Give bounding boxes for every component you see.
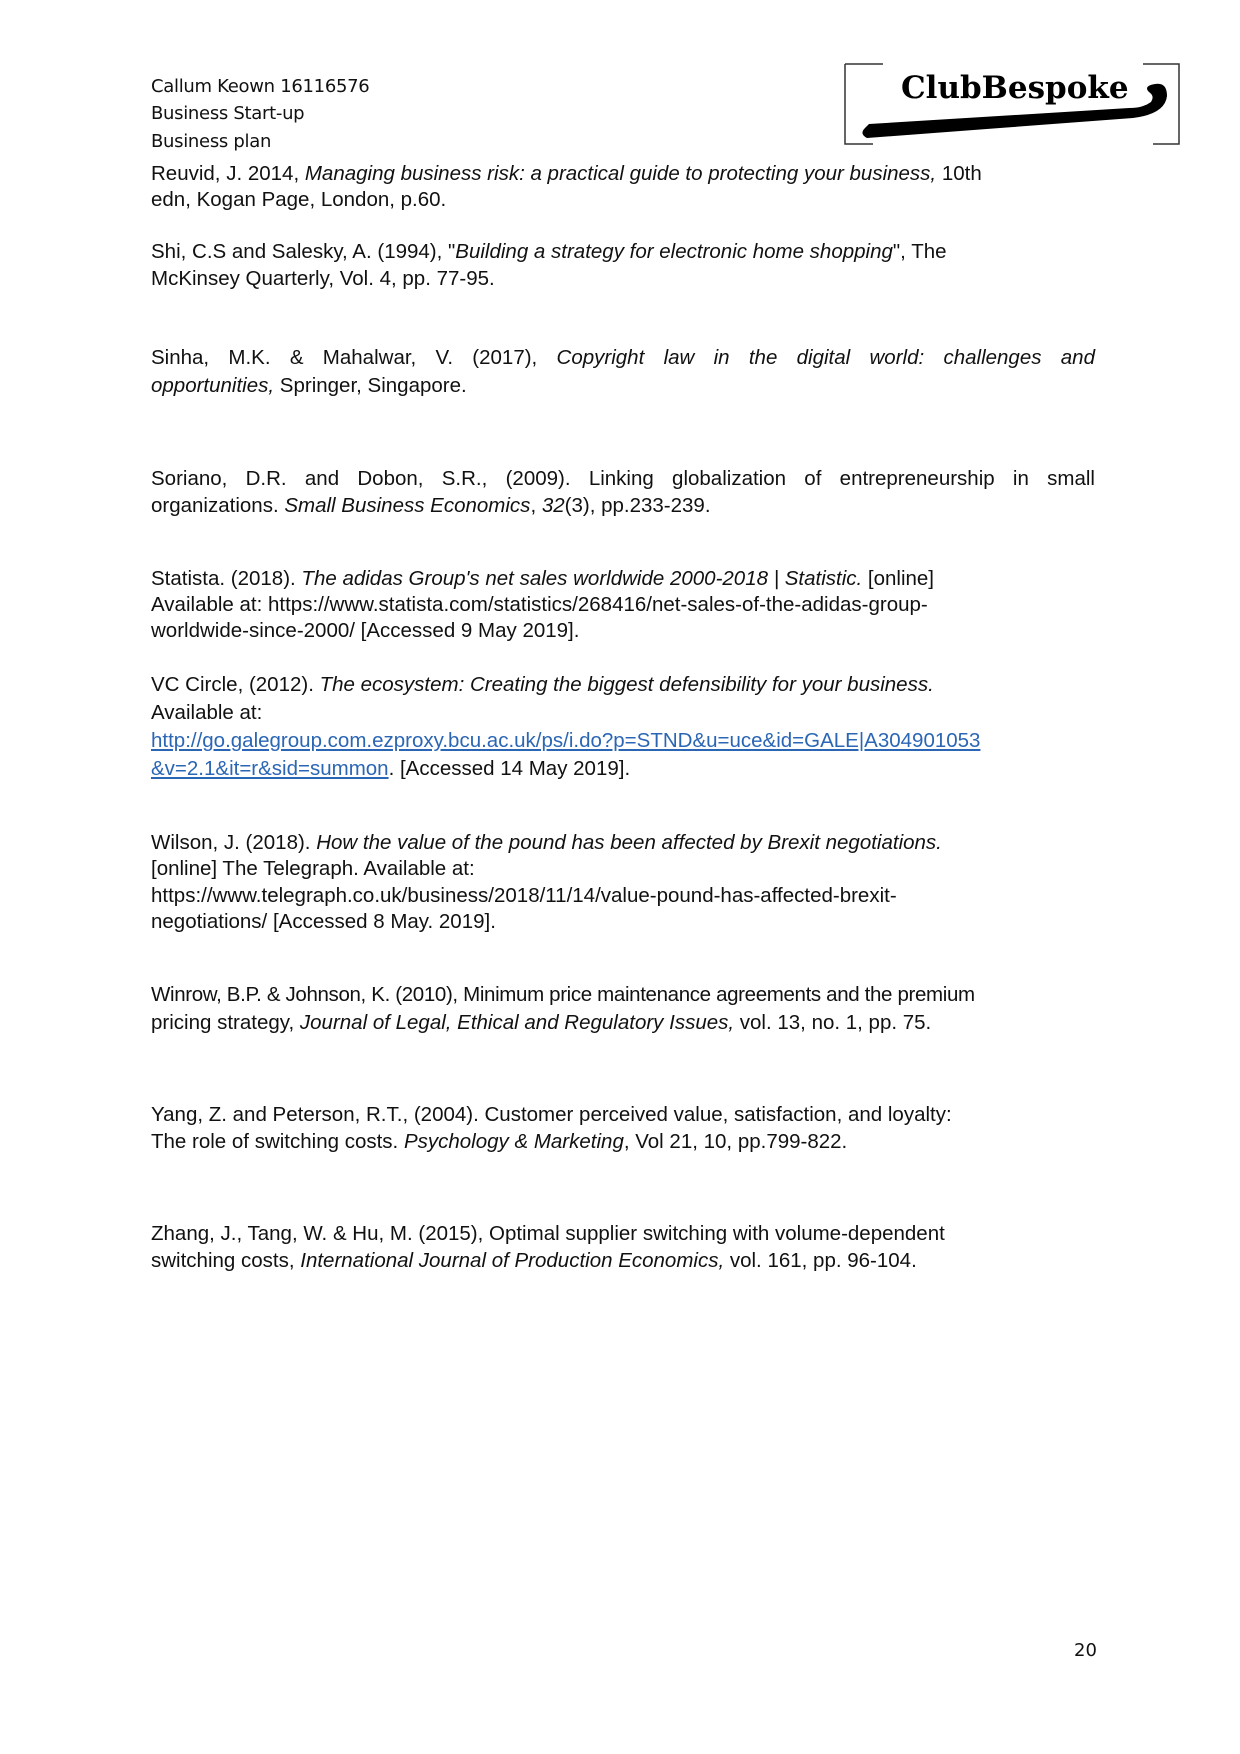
ref-text: , Vol 21, 10, pp.799-822. (623, 1130, 848, 1153)
ref-journal: Small Business Economics (284, 494, 531, 517)
ref-text: Shi, C.S and Salesky, A. (1994), " (151, 240, 456, 263)
ref-text: Sinha, M.K. & Mahalwar, V. (2017), (151, 346, 557, 369)
reference-vccircle-link-cont[interactable]: &v=2.1&it=r&sid=summon (151, 757, 389, 780)
clubbespoke-logo (843, 62, 1183, 146)
reference-zhang-line2 (151, 1249, 917, 1273)
reference-vccircle-line1 (151, 673, 934, 697)
ref-text: vol. 13, no. 1, pp. 75. (734, 1011, 932, 1034)
ref-journal: Psychology & Marketing (403, 1130, 624, 1153)
reference-shi-line2: McKinsey Quarterly, Vol. 4, pp. 77-95. (151, 267, 495, 290)
reference-reuvid-line1 (151, 162, 982, 186)
ref-volume: 32 (541, 494, 565, 517)
ref-text: (3), pp.233-239. (564, 494, 711, 517)
reference-wilson-line4: negotiations/ [Accessed 8 May. 2019]. (151, 910, 496, 933)
ref-text: switching costs, (151, 1249, 301, 1272)
reference-vccircle-line3 (151, 729, 980, 753)
ref-text: Wilson, J. (2018). (151, 831, 317, 854)
ref-text: VC Circle, (2012). (151, 673, 320, 696)
ref-text: 10th (936, 162, 982, 185)
ref-text: pricing strategy, (151, 1011, 300, 1034)
ref-title: Copyright law in the digital world: challenges and (556, 346, 1095, 369)
ref-title: The adidas Group's net sales worldwide 2000-2018 | Statistic. (301, 567, 863, 590)
ref-text: Springer, Singapore. (274, 374, 467, 397)
ref-text: [online] (862, 567, 935, 590)
ref-text: ", The (892, 240, 947, 263)
ref-title: Managing business risk: a practical guide to protecting your business, (304, 162, 937, 185)
ref-journal: Journal of Legal, Ethical and Regulatory Issues, (299, 1011, 735, 1034)
ref-title: The ecosystem: Creating the biggest defensibility for your business. (319, 673, 934, 696)
ref-title: opportunities, (151, 374, 275, 397)
reference-yang-line2 (151, 1130, 847, 1154)
ref-title: Building a strategy for electronic home shopping (455, 240, 893, 263)
header-document: Business plan (151, 131, 272, 152)
ref-journal: International Journal of Production Economics, (300, 1249, 725, 1272)
reference-winrow-line2 (151, 1011, 931, 1035)
reference-vccircle-link[interactable]: http://go.galegroup.com.ezproxy.bcu.ac.uk/ps/i.do?p=STND&u=uce&id=GALE|A304901053 (151, 729, 981, 752)
reference-winrow-line1: Winrow, B.P. & Johnson, K. (2010), Minimum price maintenance agreements and the premium (151, 983, 975, 1006)
reference-wilson-line3: https://www.telegraph.co.uk/business/2018/11/14/value-pound-has-affected-brexit- (151, 884, 897, 907)
reference-shi-line1 (151, 240, 947, 264)
ref-text: Statista. (2018). (151, 567, 302, 590)
reference-soriano-line1: Soriano, D.R. and Dobon, S.R., (2009). Linking globalization of entrepreneurship in small (151, 467, 1095, 490)
ref-text: organizations. (151, 494, 285, 517)
reference-sinha-line2 (151, 374, 467, 398)
reference-vccircle-line2: Available at: (151, 701, 263, 724)
reference-sinha-line1 (151, 346, 1095, 370)
header-author: Callum Keown 16116576 (151, 76, 370, 97)
reference-yang-line1: Yang, Z. and Peterson, R.T., (2004). Customer perceived value, satisfaction, and loyalty: (151, 1103, 952, 1126)
ref-text: , (530, 494, 542, 517)
reference-vccircle-line4 (151, 757, 630, 781)
header-module: Business Start-up (151, 103, 305, 124)
reference-reuvid-line2: edn, Kogan Page, London, p.60. (151, 188, 447, 211)
ref-text: . [Accessed 14 May 2019]. (388, 757, 631, 780)
ref-text: The role of switching costs. (151, 1130, 404, 1153)
logo-text: ClubBespoke (901, 70, 1129, 106)
reference-wilson-line2: [online] The Telegraph. Available at: (151, 857, 475, 880)
page-number: 20 (1074, 1640, 1097, 1661)
reference-wilson-line1 (151, 831, 942, 855)
reference-soriano-line2 (151, 494, 711, 518)
reference-statista-line2: Available at: https://www.statista.com/statistics/268416/net-sales-of-the-adidas-group- (151, 593, 928, 616)
ref-text: vol. 161, pp. 96-104. (724, 1249, 917, 1272)
ref-title: How the value of the pound has been affected by Brexit negotiations. (316, 831, 942, 854)
logo-graphic (843, 62, 1183, 146)
reference-statista-line3: worldwide-since-2000/ [Accessed 9 May 2019]. (151, 619, 580, 642)
reference-statista-line1 (151, 567, 934, 591)
ref-text: Reuvid, J. 2014, (151, 162, 305, 185)
reference-zhang-line1: Zhang, J., Tang, W. & Hu, M. (2015), Optimal supplier switching with volume-dependent (151, 1222, 945, 1245)
